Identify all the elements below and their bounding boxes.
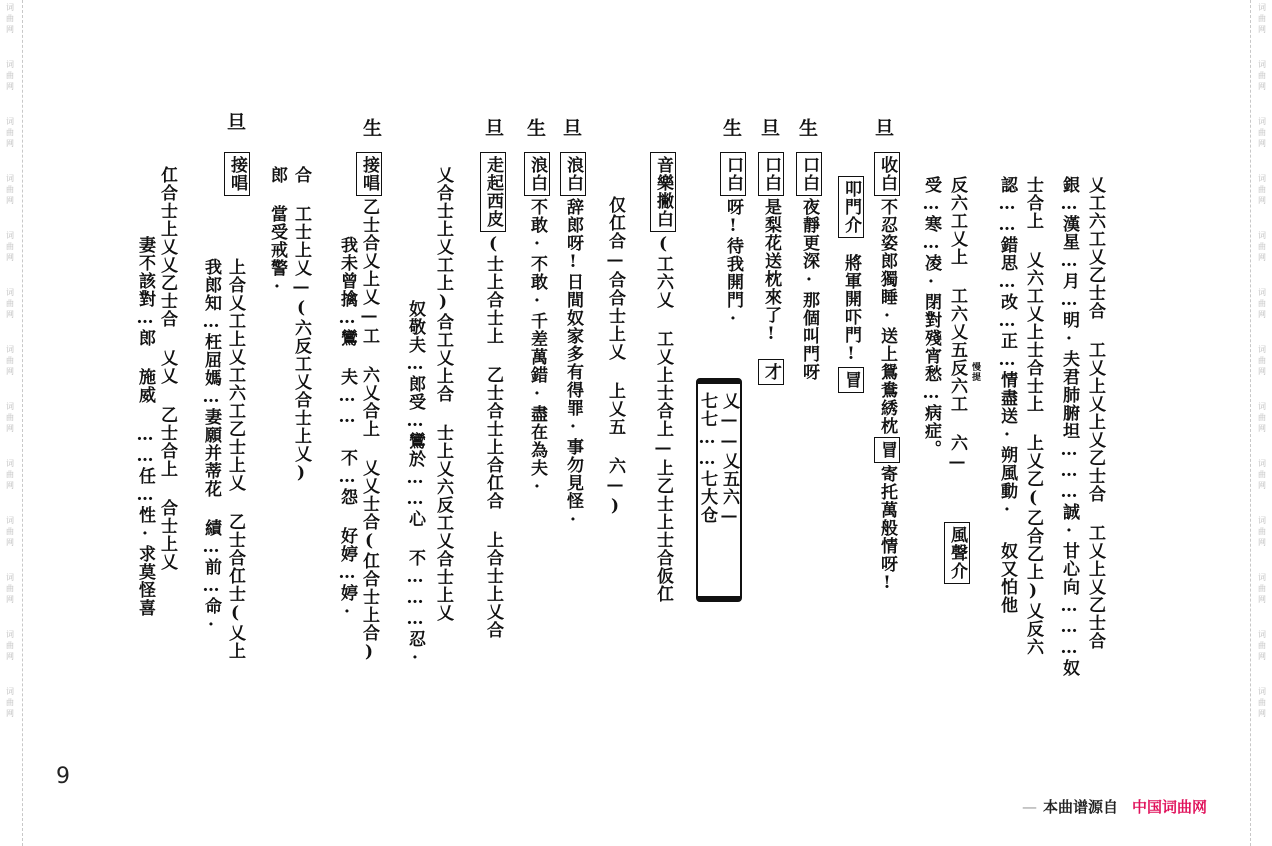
role-dan: 旦 <box>560 118 582 138</box>
watermark-char: 词 <box>6 573 14 582</box>
music-column: 走起西皮(士上合士上 乙士合士上合仜合 上合士上乂合 <box>480 150 506 639</box>
watermark-group <box>6 173 14 206</box>
watermark-char: 网 <box>1258 481 1266 490</box>
dialogue-column: 口白夜靜更深·那個叫門呀 <box>796 150 822 381</box>
watermark-char: 网 <box>1258 82 1266 91</box>
role-sheng: 生 <box>720 118 742 138</box>
watermark-char: 曲 <box>1258 470 1266 479</box>
watermark-char: 网 <box>1258 652 1266 661</box>
watermark-char: 词 <box>1258 288 1266 297</box>
watermark-char: 曲 <box>1258 698 1266 707</box>
watermark-char: 词 <box>1258 402 1266 411</box>
watermark-char: 词 <box>1258 516 1266 525</box>
singing-column: 接唱乙士合乂上乂—工 六乂合上 乂乂士合(仜合士上合) <box>356 150 382 663</box>
watermark-group <box>1258 116 1266 149</box>
tempo-note: 慢提 <box>970 362 980 382</box>
footer-prefix: 本曲谱源自 <box>1043 798 1119 816</box>
source-footer <box>1022 796 1207 817</box>
lyric-column: 我郎知…枉屈媽…妻願并蒂花 績…前…命· <box>201 258 221 636</box>
watermark-char: 词 <box>6 174 14 183</box>
role-dan: 旦 <box>872 118 894 138</box>
watermark-char: 网 <box>1258 367 1266 376</box>
watermark-char: 网 <box>1258 310 1266 319</box>
lyric-column: 銀…漢星…月…明·夫君肺腑坦………誠·甘心向………奴 <box>1059 176 1079 677</box>
role-sheng: 生 <box>360 118 382 138</box>
watermark-group <box>6 572 14 605</box>
role-sheng: 生 <box>796 118 818 138</box>
watermark-char: 词 <box>6 3 14 12</box>
watermark-char: 网 <box>1258 25 1266 34</box>
watermark-char: 网 <box>1258 196 1266 205</box>
watermark-char: 曲 <box>6 698 14 707</box>
lyric-column: 郎 當受戒警· <box>267 166 287 298</box>
score-column: 仅仜合—合合士上乂 上乂五 六—) <box>605 196 625 517</box>
watermark-char: 曲 <box>1258 242 1266 251</box>
lyric-column: 奴敬夫…郎受…鸞於……心 不………忍· <box>405 300 425 669</box>
watermark-group <box>1258 458 1266 491</box>
watermark-char: 曲 <box>1258 185 1266 194</box>
watermark-group <box>6 116 14 149</box>
watermark-group <box>1258 344 1266 377</box>
watermark-char: 网 <box>1258 595 1266 604</box>
music-column: 音樂撇白(工六乂 工乂上士合上—上乙士上士合仮仜 <box>650 150 676 603</box>
watermark-char: 网 <box>6 196 14 205</box>
right-watermark <box>1254 0 1270 741</box>
watermark-char: 曲 <box>1258 413 1266 422</box>
watermark-group <box>1258 59 1266 92</box>
score-column: 合 工士上乂—(六反工乂合士上乂) <box>291 166 311 484</box>
watermark-group <box>1258 230 1266 263</box>
watermark-char: 词 <box>1258 687 1266 696</box>
watermark-char: 网 <box>6 709 14 718</box>
dialogue-column: 口白呀!待我開門· <box>720 150 746 330</box>
watermark-char: 词 <box>1258 117 1266 126</box>
watermark-group <box>1258 515 1266 548</box>
watermark-group <box>1258 629 1266 662</box>
watermark-char: 曲 <box>6 128 14 137</box>
left-margin-line <box>22 0 23 846</box>
watermark-char: 曲 <box>6 185 14 194</box>
watermark-char: 网 <box>1258 538 1266 547</box>
footer-dash: — <box>1022 798 1037 816</box>
watermark-char: 词 <box>6 288 14 297</box>
watermark-char: 词 <box>6 402 14 411</box>
watermark-char: 曲 <box>1258 299 1266 308</box>
watermark-char: 词 <box>1258 630 1266 639</box>
lyric-column: 認……錯思…改…正…情盡送·朔風動· 奴又怕他 <box>997 176 1017 614</box>
footer-site-link[interactable]: 中国词曲网 <box>1132 798 1208 816</box>
score-column: 乂合士上乂工上)合工乂上合 士上乂六反工乂合士上乂 <box>433 166 453 622</box>
left-watermark <box>2 0 18 741</box>
watermark-char: 曲 <box>6 242 14 251</box>
watermark-char: 词 <box>6 231 14 240</box>
watermark-char: 词 <box>1258 60 1266 69</box>
watermark-char: 曲 <box>1258 71 1266 80</box>
watermark-char: 网 <box>1258 424 1266 433</box>
watermark-group <box>1258 401 1266 434</box>
watermark-group <box>6 2 14 35</box>
watermark-char: 词 <box>6 60 14 69</box>
dialogue-column: 浪白不敢·不敢·千差萬錯·盡在為夫· <box>524 150 550 498</box>
lyric-column: 受…寒…凌·閉對殘宵愁…病症。 <box>921 176 941 458</box>
lyric-column: 我未曾擒…鸞 夫…… 不…怨 好婷…婷· <box>337 236 357 623</box>
watermark-char: 网 <box>1258 709 1266 718</box>
watermark-group <box>6 401 14 434</box>
watermark-char: 词 <box>1258 3 1266 12</box>
watermark-char: 曲 <box>6 584 14 593</box>
watermark-char: 网 <box>6 82 14 91</box>
watermark-group <box>6 458 14 491</box>
watermark-char: 词 <box>6 687 14 696</box>
watermark-char: 词 <box>1258 174 1266 183</box>
watermark-char: 曲 <box>1258 527 1266 536</box>
percussion-score: 七七……七大仓 <box>697 392 717 524</box>
watermark-group <box>6 515 14 548</box>
singing-column: 接唱 <box>224 150 250 198</box>
watermark-char: 曲 <box>6 14 14 23</box>
watermark-char: 曲 <box>6 299 14 308</box>
watermark-char: 网 <box>6 253 14 262</box>
watermark-group <box>6 230 14 263</box>
dialogue-column: 叩門介將軍開吓門!冒 <box>838 174 864 395</box>
watermark-group <box>1258 173 1266 206</box>
watermark-char: 网 <box>1258 253 1266 262</box>
watermark-char: 词 <box>6 117 14 126</box>
watermark-group <box>6 287 14 320</box>
score-column: 上合乂工上乂工六工乙士上乂 乙士合仜士(乂上 <box>225 258 245 660</box>
watermark-char: 曲 <box>1258 584 1266 593</box>
score-column: 反六工乂上 工六乂五反六工 六— <box>947 176 967 473</box>
watermark-char: 曲 <box>1258 641 1266 650</box>
watermark-char: 网 <box>6 367 14 376</box>
watermark-group <box>1258 572 1266 605</box>
watermark-group <box>6 686 14 719</box>
watermark-char: 网 <box>6 139 14 148</box>
watermark-char: 网 <box>6 424 14 433</box>
watermark-char: 词 <box>1258 459 1266 468</box>
watermark-char: 曲 <box>1258 128 1266 137</box>
page-number: 9 <box>56 764 70 789</box>
watermark-char: 词 <box>1258 573 1266 582</box>
role-dan: 旦 <box>482 118 504 138</box>
watermark-char: 曲 <box>6 470 14 479</box>
watermark-char: 网 <box>6 310 14 319</box>
watermark-char: 网 <box>6 652 14 661</box>
watermark-char: 网 <box>1258 139 1266 148</box>
role-sheng: 生 <box>524 118 546 138</box>
stage-direction: 風聲介 <box>944 520 970 586</box>
watermark-char: 曲 <box>1258 14 1266 23</box>
watermark-group <box>6 59 14 92</box>
watermark-char: 网 <box>6 595 14 604</box>
score-column: 乂工六工乂乙士合 工乂上乂上乂乙士合 工乂上乂乙士合 <box>1085 176 1105 650</box>
watermark-group <box>6 344 14 377</box>
watermark-char: 曲 <box>6 71 14 80</box>
score-column: 士合上 乂六工乂上士合士上 上乂乙(乙合乙上)乂反六 <box>1023 176 1043 656</box>
watermark-char: 曲 <box>6 356 14 365</box>
role-dan: 旦 <box>758 118 780 138</box>
score-column: 仜合士上乂乂乙士合 乂乂 乙士合上 合士上乂 <box>157 166 177 571</box>
watermark-char: 曲 <box>6 641 14 650</box>
percussion-score: 乂——乂五六— <box>719 392 739 527</box>
watermark-char: 词 <box>6 630 14 639</box>
watermark-char: 网 <box>6 25 14 34</box>
dialogue-column: 收白不忍姿郎獨睡·送上鴛鴦綉枕冒寄托萬般情呀! <box>874 150 900 594</box>
watermark-group <box>6 629 14 662</box>
role-dan: 旦 <box>224 112 246 132</box>
watermark-char: 词 <box>1258 345 1266 354</box>
watermark-char: 词 <box>6 345 14 354</box>
watermark-char: 网 <box>6 481 14 490</box>
dialogue-column: 口白是梨花送枕來了!才 <box>758 150 784 387</box>
lyric-column: 妻不該對…郎 施威 ……任…性·求莫怪喜 <box>135 236 155 617</box>
watermark-char: 网 <box>6 538 14 547</box>
watermark-char: 词 <box>1258 231 1266 240</box>
watermark-char: 词 <box>6 516 14 525</box>
watermark-char: 词 <box>6 459 14 468</box>
watermark-group <box>1258 2 1266 35</box>
watermark-char: 曲 <box>6 527 14 536</box>
watermark-group <box>1258 686 1266 719</box>
right-margin-line <box>1250 0 1251 846</box>
dialogue-column: 浪白辞郎呀!日間奴家多有得罪·事勿見怪· <box>560 150 586 531</box>
watermark-char: 曲 <box>6 413 14 422</box>
watermark-char: 曲 <box>1258 356 1266 365</box>
watermark-group <box>1258 287 1266 320</box>
